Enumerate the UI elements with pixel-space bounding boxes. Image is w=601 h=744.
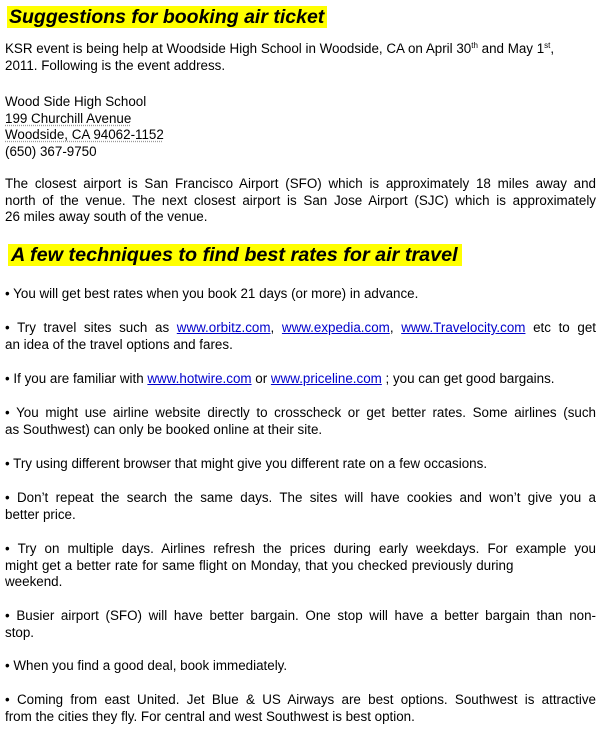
bullet-busier-airport (5, 608, 596, 641)
section-title-booking (5, 4, 331, 30)
airports-line-3: 26 miles away south of the venue. (5, 209, 208, 224)
ordinal-suffix-st: st (544, 41, 551, 50)
airports-paragraph (5, 176, 596, 226)
bullet-airline-website (5, 405, 596, 438)
bullet-text: • Try travel sites such as (5, 320, 177, 335)
address-school-name: Wood Side High School (5, 94, 147, 109)
address-city: Woodside, CA 94062-1152 (5, 127, 164, 142)
bullet-bargain-sites (5, 371, 596, 388)
bullet-multiple-days (5, 541, 596, 591)
link-priceline[interactable]: www.priceline.com (270, 371, 382, 386)
intro-text-c: , (550, 41, 555, 56)
event-address (5, 94, 596, 160)
airports-line-2: north of the venue. The next closest airport is San Jose Airport (SJC) which is approximately (5, 192, 596, 208)
bullet-line-1: • Coming from east United. Jet Blue & US Airways are best options. Southwest is attractive (5, 692, 596, 707)
bullet-text: • You will get best rates when you book 21 days (or more) in advance. (5, 286, 419, 301)
intro-text-b: and May 1 (477, 41, 545, 56)
intro-paragraph (5, 41, 596, 74)
bullet-line-1 (5, 371, 596, 388)
intro-line-1 (5, 41, 596, 58)
link-orbitz[interactable]: www.orbitz.com (176, 320, 271, 335)
bullet-no-repeat-search (5, 490, 596, 523)
separator: , (270, 320, 282, 335)
bullet-line-2: as Southwest) can only be booked online at their site. (5, 421, 323, 437)
bullet-text: or (251, 371, 271, 386)
bullet-book-early (5, 286, 596, 303)
bullet-line-2: might get a better rate for same flight on Monday, that you checked previously during (5, 557, 514, 573)
heading-highlight: Suggestions for booking air ticket (7, 6, 327, 28)
bullet-airline-options (5, 692, 596, 725)
address-phone: (650) 367-9750 (5, 143, 97, 159)
link-hotwire[interactable]: www.hotwire.com (147, 371, 252, 386)
bullet-text: • When you find a good deal, book immediately. (5, 658, 288, 673)
bullet-line-1: • Try on multiple days. Airlines refresh the prices during early weekdays. For example you (5, 541, 596, 556)
intro-text-a: KSR event is being help at Woodside High School in Woodside, CA on April 30 (5, 41, 472, 56)
bullet-line-1 (5, 320, 596, 337)
bullet-different-browser (5, 456, 596, 473)
airports-line-1: The closest airport is San Francisco Airport (SFO) which is approximately 18 miles away and (5, 176, 596, 191)
bullet-line-2: from the cities they fly. For central and west Southwest is best option. (5, 708, 415, 724)
bullet-line-2: an idea of the travel options and fares. (5, 336, 233, 352)
bullet-travel-sites (5, 320, 596, 353)
bullet-line-3: weekend. (5, 574, 63, 589)
section-title-techniques (5, 242, 466, 268)
bullet-text: • If you are familiar with (5, 371, 148, 386)
separator: , (389, 320, 402, 335)
intro-line-2: 2011. Following is the event address. (5, 57, 226, 73)
address-street: 199 Churchill Avenue (5, 110, 132, 126)
bullet-text: • Try using different browser that might give you different rate on a few occasions. (5, 456, 488, 471)
bullet-line-1: • Busier airport (SFO) will have better bargain. One stop will have a better bargain than non- (5, 608, 596, 623)
bullet-book-immediately (5, 658, 596, 675)
bullet-text: ; you can get good bargains. (381, 371, 555, 386)
heading-highlight: A few techniques to find best rates for air travel (8, 244, 462, 266)
bullet-line-2: better price. (5, 506, 76, 522)
bullet-line-1: • Don’t repeat the search the same days. The sites will have cookies and won’t give you a (5, 490, 596, 505)
link-expedia[interactable]: www.expedia.com (281, 320, 390, 335)
bullet-text: etc to get (525, 320, 596, 335)
bullet-line-1: • You might use airline website directly to crosscheck or get better rates. Some airlines (such (5, 405, 596, 420)
ordinal-suffix-th: th (471, 41, 478, 50)
bullet-line-2: stop. (5, 624, 35, 640)
link-travelocity[interactable]: www.Travelocity.com (401, 320, 526, 335)
